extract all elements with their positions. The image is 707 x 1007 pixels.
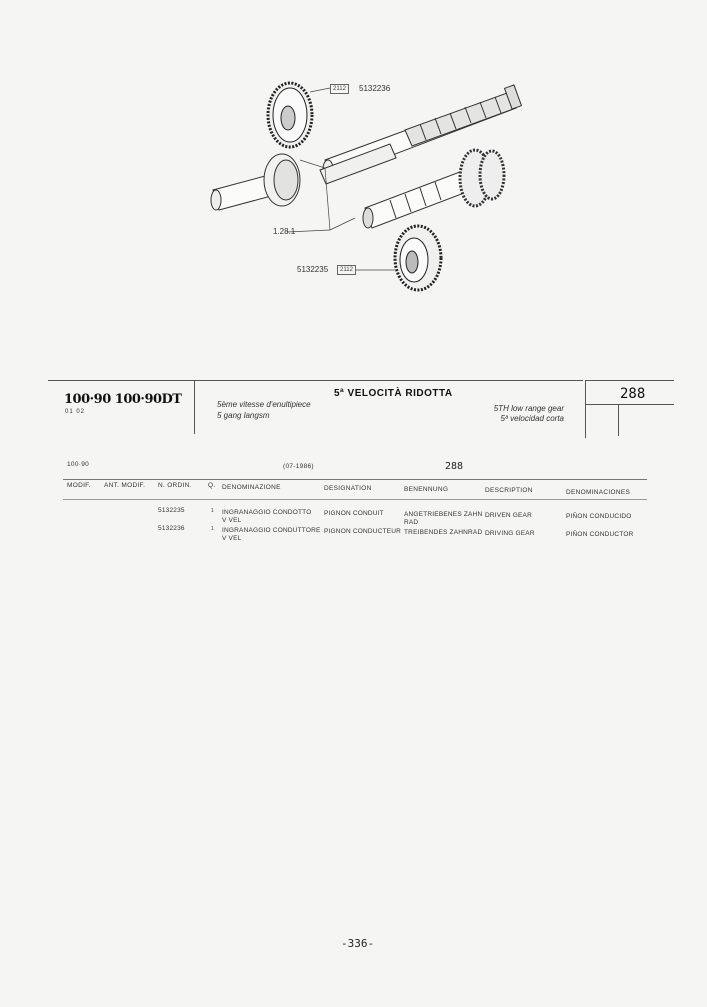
row-es-name: PIÑON CONDUCTOR [566, 531, 634, 538]
driving-gear-illustration [268, 83, 312, 147]
row-es-name: PIÑON CONDUCIDO [566, 513, 632, 520]
catalog-header [48, 380, 674, 438]
row-it-name: INGRANAGGIO CONDOTTO [222, 509, 312, 516]
title-french: 5ème vitesse d'enultipiece [217, 400, 311, 409]
row-qty: 1 [211, 508, 214, 514]
table-group: 288 [445, 461, 464, 472]
table-row [0, 507, 707, 525]
row-part-number: 5132235 [158, 507, 185, 514]
title-english: 5TH low range gear [493, 404, 564, 413]
ref-box-driving: 2112 [330, 84, 349, 94]
col-designation: DESIGNATION [324, 485, 372, 492]
row-it-name-2: V VEL [222, 535, 242, 542]
row-it-name-2: V VEL [222, 517, 242, 524]
col-denominaciones: DENOMINACIONES [566, 489, 631, 496]
table-model: 100·90 [67, 461, 90, 468]
row-de-name: ANGETRIEBENES ZAHN [404, 511, 483, 518]
col-ant-modif: ANT. MODIF. [104, 482, 146, 489]
callout-driven-gear: 5132235 [297, 265, 329, 274]
callout-driving-gear: 5132236 [359, 84, 391, 93]
title-spanish: 5ª velocidad corta [500, 414, 564, 423]
title-german: 5 gang langsm [217, 411, 270, 420]
row-en-name: DRIVING GEAR [485, 530, 535, 537]
row-en-name: DRIVEN GEAR [485, 512, 532, 519]
col-benennung: BENENNUNG [404, 486, 449, 493]
table-date: (07-1986) [283, 463, 314, 470]
row-part-number: 5132236 [158, 525, 185, 532]
row-fr-name: PIGNON CONDUIT [324, 510, 384, 517]
col-n-ordin: N. ORDIN. [158, 482, 192, 489]
row-qty: 1 [211, 526, 214, 532]
col-qty: Q. [208, 482, 216, 489]
callout-shaft: 1.28.1 [273, 227, 296, 236]
row-de-name: TREIBENDES ZAHNRAD [404, 529, 483, 536]
page-reference: 288 [620, 386, 646, 402]
table-rule-top [63, 479, 647, 480]
driven-gear-illustration [395, 226, 441, 290]
exploded-diagram [180, 60, 540, 300]
col-denominazione: DENOMINAZIONE [222, 484, 281, 491]
row-fr-name: PIGNON CONDUCTEUR [324, 528, 402, 535]
ref-box-driven: 2112 [337, 265, 356, 275]
row-it-name: INGRANAGGIO CONDUTTORE [222, 527, 321, 534]
model-names: 100·90 100·90DT [64, 392, 182, 407]
page-number: -336- [341, 937, 375, 950]
input-shaft-illustration [211, 154, 300, 210]
row-de-name-2: RAD [404, 519, 419, 526]
model-sub: 01 02 [65, 409, 86, 415]
table-rule-header [63, 499, 647, 500]
col-description: DESCRIPTION [485, 487, 533, 494]
table-row [0, 525, 707, 543]
col-modif: MODIF. [67, 482, 91, 489]
group-title: 5ª VELOCITÀ RIDOTTA [334, 388, 453, 399]
